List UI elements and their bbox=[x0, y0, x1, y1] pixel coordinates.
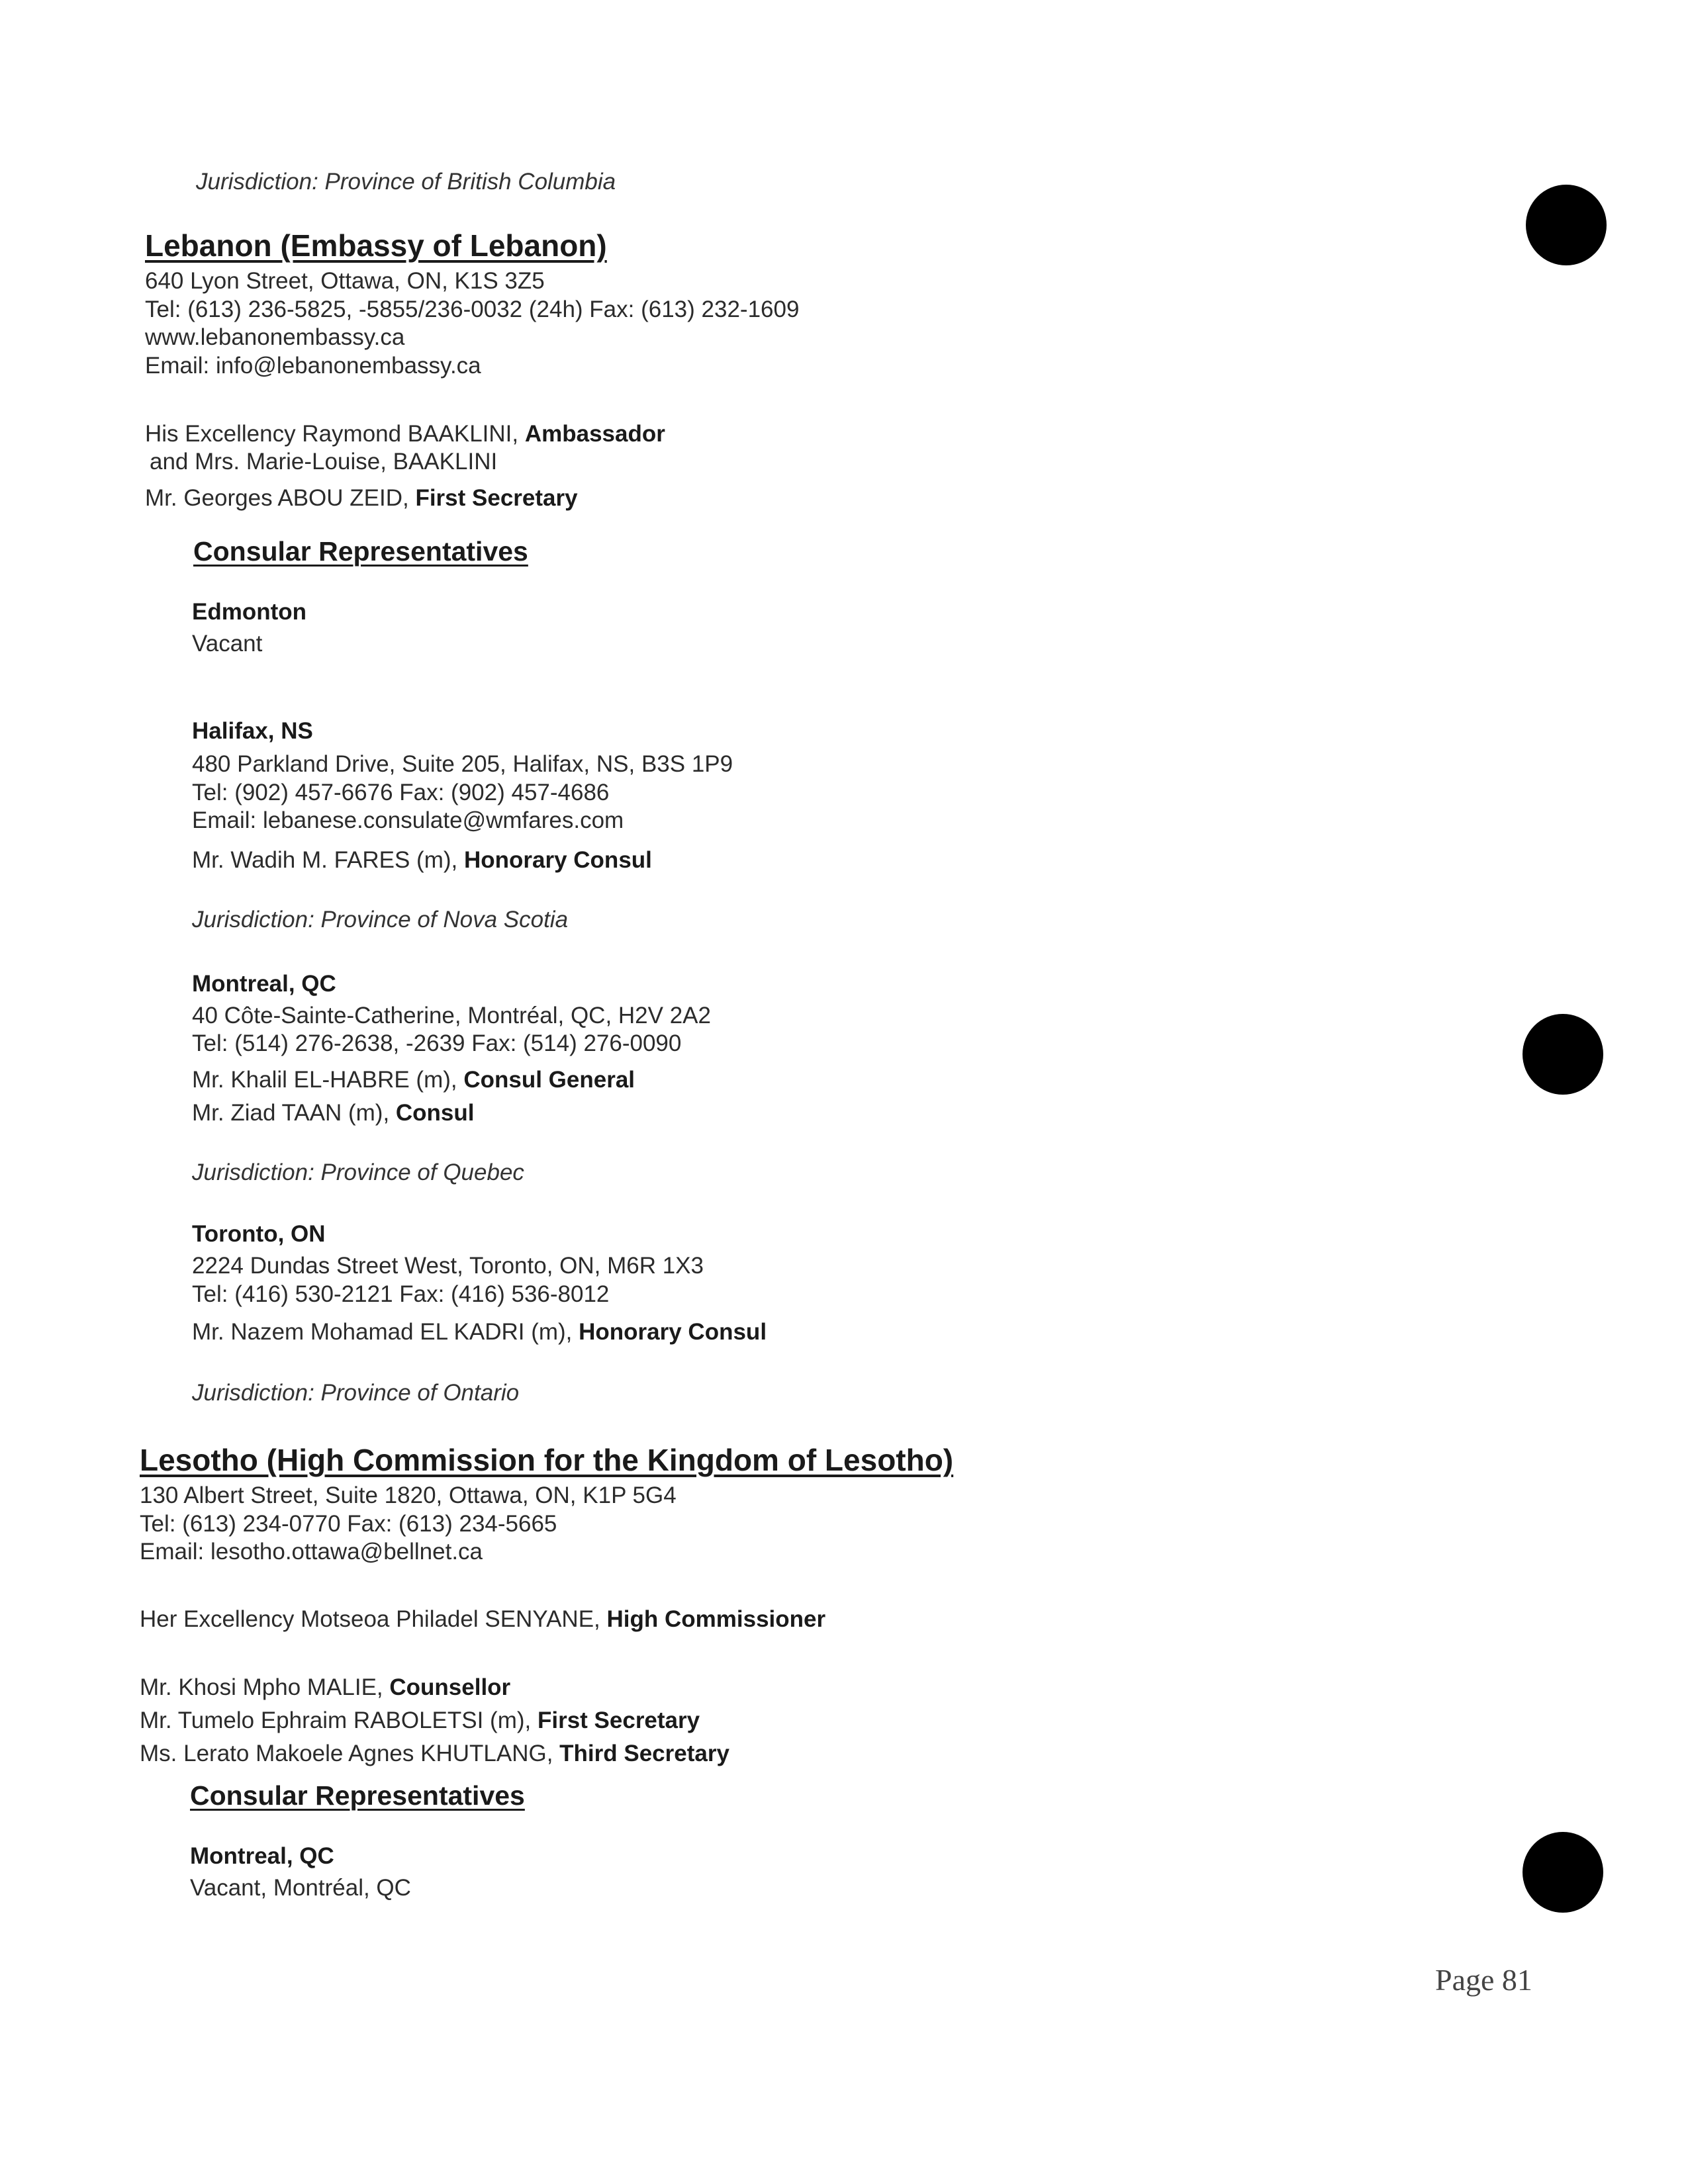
toronto-jurisdiction: Jurisdiction: Province of Ontario bbox=[192, 1380, 520, 1406]
person-title: Honorary Consul bbox=[463, 847, 652, 873]
person-title: Consul General bbox=[463, 1067, 635, 1093]
person-title: High Commissioner bbox=[606, 1606, 826, 1632]
toronto-tel: Tel: (416) 530-2121 Fax: (416) 536-8012 bbox=[192, 1281, 610, 1307]
toronto-rep bbox=[192, 1319, 767, 1345]
lebanon-website: www.lebanonembassy.ca bbox=[145, 324, 405, 350]
edmonton-status: Vacant bbox=[192, 631, 263, 657]
lesotho-staff-1 bbox=[140, 1674, 510, 1701]
lebanon-ambassador bbox=[145, 421, 665, 447]
person-name: His Excellency Raymond BAAKLINI, bbox=[145, 421, 525, 447]
person-name: Her Excellency Motseoa Philadel SENYANE, bbox=[140, 1606, 607, 1632]
montreal-rep-2 bbox=[192, 1100, 475, 1126]
montreal-jurisdiction: Jurisdiction: Province of Quebec bbox=[192, 1160, 524, 1185]
person-name: Mr. Georges ABOU ZEID, bbox=[145, 485, 416, 511]
jurisdiction-british-columbia: Jurisdiction: Province of British Columbia bbox=[196, 169, 616, 195]
halifax-city: Halifax, NS bbox=[192, 718, 313, 744]
lesotho-address: 130 Albert Street, Suite 1820, Ottawa, ON, K1P 5G4 bbox=[140, 1482, 677, 1508]
person-title: First Secretary bbox=[537, 1707, 700, 1733]
montreal-tel: Tel: (514) 276-2638, -2639 Fax: (514) 276-0090 bbox=[192, 1030, 682, 1056]
halifax-email: Email: lebanese.consulate@wmfares.com bbox=[192, 807, 624, 833]
halifax-address: 480 Parkland Drive, Suite 205, Halifax, NS, B3S 1P9 bbox=[192, 751, 733, 777]
person-name: Mr. Wadih M. FARES (m), bbox=[192, 847, 464, 873]
page-number: Page 81 bbox=[1435, 1963, 1532, 1997]
person-title: Counsellor bbox=[389, 1674, 511, 1700]
montreal-rep-1 bbox=[192, 1067, 635, 1093]
punch-hole-top bbox=[1526, 185, 1607, 265]
montreal-address: 40 Côte-Sainte-Catherine, Montréal, QC, H2V 2A2 bbox=[192, 1003, 711, 1028]
lesotho-heading: Lesotho (High Commission for the Kingdom of Lesotho) bbox=[140, 1443, 954, 1477]
punch-hole-bottom bbox=[1523, 1832, 1603, 1913]
lebanon-tel: Tel: (613) 236-5825, -5855/236-0032 (24h) Fax: (613) 232-1609 bbox=[145, 296, 800, 322]
person-title: Consul bbox=[395, 1100, 475, 1126]
lesotho-email: Email: lesotho.ottawa@bellnet.ca bbox=[140, 1539, 483, 1565]
person-name: Mr. Ziad TAAN (m), bbox=[192, 1100, 396, 1126]
person-title: Third Secretary bbox=[559, 1741, 729, 1766]
person-name: Mr. Khalil EL-HABRE (m), bbox=[192, 1067, 464, 1093]
lesotho-high-commissioner bbox=[140, 1606, 825, 1633]
lebanon-staff-1 bbox=[145, 485, 578, 512]
lebanon-address: 640 Lyon Street, Ottawa, ON, K1S 3Z5 bbox=[145, 268, 545, 294]
lesotho-montreal-city: Montreal, QC bbox=[190, 1843, 334, 1869]
edmonton-city: Edmonton bbox=[192, 599, 307, 625]
person-name: Mr. Khosi Mpho MALIE, bbox=[140, 1674, 390, 1700]
person-name: Ms. Lerato Makoele Agnes KHUTLANG, bbox=[140, 1741, 560, 1766]
lesotho-tel: Tel: (613) 234-0770 Fax: (613) 234-5665 bbox=[140, 1511, 557, 1537]
montreal-city: Montreal, QC bbox=[192, 971, 336, 997]
person-title: Honorary Consul bbox=[579, 1319, 767, 1345]
toronto-city: Toronto, ON bbox=[192, 1221, 326, 1247]
person-name: Mr. Nazem Mohamad EL KADRI (m), bbox=[192, 1319, 579, 1345]
lesotho-staff-3 bbox=[140, 1741, 729, 1767]
lesotho-consular-heading: Consular Representatives bbox=[190, 1780, 525, 1811]
punch-hole-middle bbox=[1523, 1014, 1603, 1095]
person-name: Mr. Tumelo Ephraim RABOLETSI (m), bbox=[140, 1707, 538, 1733]
lebanon-email: Email: info@lebanonembassy.ca bbox=[145, 353, 481, 379]
halifax-rep bbox=[192, 847, 652, 874]
lebanon-spouse: and Mrs. Marie-Louise, BAAKLINI bbox=[150, 449, 498, 475]
person-title: First Secretary bbox=[415, 485, 578, 511]
lesotho-montreal-status: Vacant, Montréal, QC bbox=[190, 1875, 411, 1901]
person-title: Ambassador bbox=[524, 421, 665, 447]
lebanon-consular-heading: Consular Representatives bbox=[193, 536, 528, 567]
toronto-address: 2224 Dundas Street West, Toronto, ON, M6R 1X3 bbox=[192, 1253, 704, 1279]
halifax-tel: Tel: (902) 457-6676 Fax: (902) 457-4686 bbox=[192, 780, 610, 805]
lebanon-heading: Lebanon (Embassy of Lebanon) bbox=[145, 228, 607, 263]
lesotho-staff-2 bbox=[140, 1707, 700, 1734]
halifax-jurisdiction: Jurisdiction: Province of Nova Scotia bbox=[192, 907, 569, 933]
